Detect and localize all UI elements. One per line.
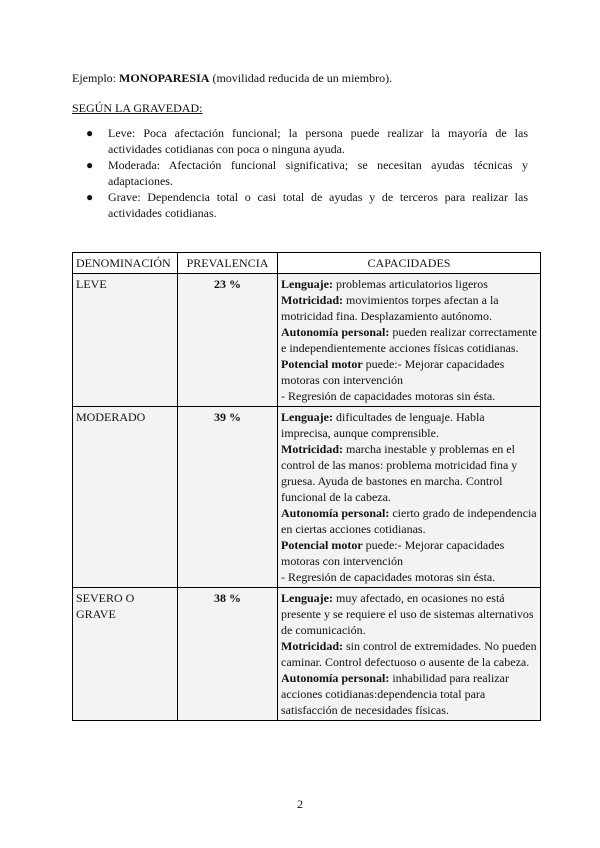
capacity-text: puede:- Mejorar capacidades motoras con intervención [281,357,505,387]
bullet-icon: ● [86,190,94,204]
capacity-label: Lenguaje: [281,591,333,605]
capacity-label: Autonomía personal: [281,325,390,339]
row-capacidades [278,274,541,407]
bullet-icon: ● [86,158,94,172]
table-row [73,588,541,721]
example-prefix: Ejemplo: [72,71,119,85]
row-denominacion: SEVERO O GRAVE [73,588,178,721]
capacity-text: puede:- Mejorar capacidades motoras con intervención [281,538,505,568]
row-capacidades [278,588,541,721]
page-number: 2 [297,797,303,811]
capacity-text: problemas articulatorios ligeros [333,277,488,291]
capacity-label: Autonomía personal: [281,506,390,520]
list-item-text: Grave: Dependencia total o casi total de ayudas y de terceros para realizar las actividades cotidianas. [108,190,528,220]
row-capacidades [278,407,541,588]
header-capacidades: CAPACIDADES [278,253,541,274]
capacity-text: marcha inestable y problemas en el control de las manos: problema motricidad fina y gruesa. Ayuda de bastones en marcha. Control funcional de la cabeza. [281,442,518,504]
capacity-label: Lenguaje: [281,410,333,424]
capacity-text: sin control de extremidades. No pueden caminar. Control defectuoso o ausente de la cabeza. [281,639,537,669]
capacity-item [281,324,537,356]
row-denominacion: LEVE [73,274,178,407]
list-item [72,125,528,157]
bullet-icon: ● [86,126,94,140]
capacity-text: - Regresión de capacidades motoras sin ésta. [281,570,496,584]
example-suffix: (movilidad reducida de un miembro). [209,71,393,85]
severity-list [72,125,528,221]
list-item-text: Moderada: Afectación funcional significativa; se necesitan ayudas técnicas y adaptaciones. [108,158,528,188]
capacity-label: Lenguaje: [281,277,333,291]
list-item [72,157,528,189]
capacity-label: Motricidad: [281,639,343,653]
capacity-item [281,292,537,324]
example-term: MONOPARESIA [119,71,210,85]
row-prevalencia: 23 % [178,274,278,407]
row-denominacion: MODERADO [73,407,178,588]
list-item [72,189,528,221]
table-row [73,274,541,407]
row-prevalencia: 39 % [178,407,278,588]
capacity-text: inhabilidad para realizar acciones cotidianas:dependencia total para satisfacción de necesidades físicas. [281,671,509,717]
capacity-text: muy afectado, en ocasiones no está presente y se requiere el uso de sistemas alternativos de comunicación. [281,591,534,637]
capacity-item [281,409,537,441]
capacity-item [281,505,537,537]
capacity-label: Potencial motor [281,538,363,552]
capacity-item [281,388,537,404]
capacity-text: pueden realizar correctamente e independientemente acciones físicas cotidianas. [281,325,537,355]
table-header-row [73,253,541,274]
capacity-item [281,638,537,670]
capacity-item [281,537,537,569]
example-line [72,70,542,86]
table-row [73,407,541,588]
severity-table [72,252,541,721]
capacity-label: Motricidad: [281,442,343,456]
severity-heading: SEGÚN LA GRAVEDAD: [72,101,203,115]
list-item-text: Leve: Poca afectación funcional; la persona puede realizar la mayoría de las actividades cotidianas con poca o ninguna ayuda. [108,126,528,156]
capacity-item [281,356,537,388]
header-prevalencia: PREVALENCIA [178,253,278,274]
capacity-label: Potencial motor [281,357,363,371]
capacity-item [281,590,537,638]
header-denominacion: DENOMINACIÓN [73,253,178,274]
capacity-text: movimientos torpes afectan a la motricidad fina. Desplazamiento autónomo. [281,293,499,323]
capacity-text: cierto grado de independencia en ciertas acciones cotidianas. [281,506,537,536]
capacity-label: Motricidad: [281,293,343,307]
capacity-item [281,276,537,292]
row-prevalencia: 38 % [178,588,278,721]
capacity-item [281,441,537,505]
capacity-text: - Regresión de capacidades motoras sin ésta. [281,389,496,403]
capacity-item [281,569,537,585]
capacity-label: Autonomía personal: [281,671,390,685]
capacity-item [281,670,537,718]
capacity-text: dificultades de lenguaje. Habla imprecisa, aunque comprensible. [281,410,485,440]
